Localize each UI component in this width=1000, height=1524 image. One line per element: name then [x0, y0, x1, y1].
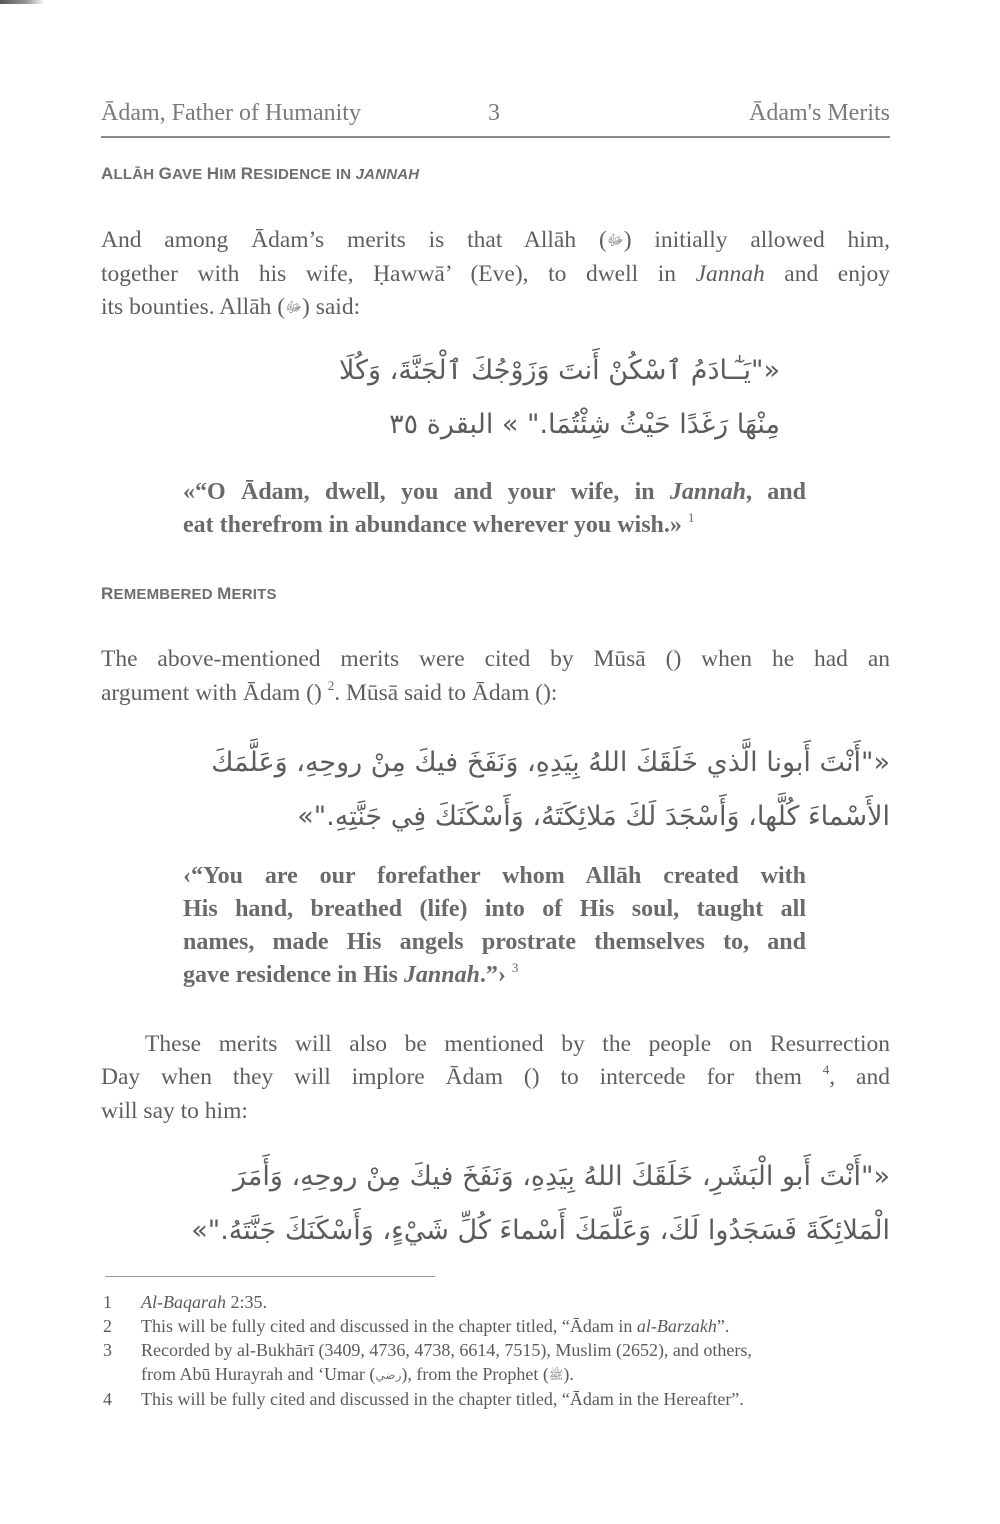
scan-edge-shadow: [0, 0, 45, 4]
heading-cap: R: [101, 584, 114, 603]
footnotes: [101, 1290, 890, 1411]
section-heading-residence: [101, 164, 419, 184]
heading-italic: JANNAH: [355, 166, 420, 183]
paragraph-line: [101, 258, 890, 291]
text: ), from the Prophet (: [401, 1364, 549, 1384]
book-title: Ādam, Father of Humanity: [101, 100, 361, 126]
heading-cap: A: [101, 164, 114, 183]
paragraph-line: will say to him:: [101, 1098, 248, 1124]
text: ) when he had an: [673, 646, 890, 672]
paragraph-line: [101, 643, 890, 677]
paragraph-musa-argument: [101, 643, 890, 711]
honorific-icon: ﷻ: [606, 233, 624, 249]
paragraph-residence: [101, 224, 890, 325]
text: , and: [745, 479, 806, 505]
paragraph-line: These merits will also be mentioned by the people on Resurrection: [145, 1031, 890, 1057]
text: .”›: [479, 962, 512, 988]
paragraph-resurrection-day: [101, 1028, 890, 1128]
text: «“O Ādam, dwell, you and your wife, in: [183, 479, 670, 505]
heading-text: ESIDENCE IN: [253, 166, 356, 183]
page-number: 3: [488, 100, 500, 126]
text: and enjoy: [764, 261, 891, 287]
translation-line: His hand, breathed (life) into of His soul, taught all: [183, 896, 806, 922]
paragraph-line: [101, 291, 890, 325]
text: , and: [829, 1064, 890, 1090]
footnote-text: [141, 1290, 890, 1314]
heading-text: AVE: [172, 166, 207, 183]
translation-hadith-musa: [183, 860, 806, 992]
heading-cap: H: [206, 164, 220, 183]
text: eat therefrom in abundance wherever you wish.»: [183, 512, 688, 538]
translation-line: [183, 959, 806, 992]
arabic-line: «"أَنْتَ أَبو الْبَشَرِ، خَلَقَكَ اللهُ بِيَدِهِ، وَنَفَخَ فيكَ مِنْ روحِهِ، وَأَمَرَ: [232, 1161, 890, 1192]
text: This will be fully cited and discussed in the chapter titled, “Ādam in: [141, 1316, 637, 1336]
text: ).: [563, 1364, 574, 1384]
footnote-ref[interactable]: 4: [822, 1062, 830, 1077]
text: ) initially allowed him,: [623, 227, 890, 253]
text: from Abū Hurayrah and ‘Umar (: [141, 1364, 376, 1384]
text: The above-mentioned merits were cited by Mūsā (: [101, 646, 674, 672]
chapter-title: Ādam's Merits: [749, 100, 890, 126]
section-heading-remembered-merits: [101, 584, 277, 604]
footnote-rule: [105, 1276, 435, 1277]
footnote-text: [141, 1362, 890, 1387]
text: together with his wife, Ḥawwā’ (Eve), to dwell in: [101, 261, 696, 287]
running-header: [101, 100, 890, 132]
translation-line: [183, 476, 806, 509]
header-rule: [101, 136, 890, 138]
footnote-text: Recorded by al-Bukhārī (3409, 4736, 4738, 6614, 7515), Muslim (2652), and others,: [141, 1340, 752, 1360]
translation-line: [183, 509, 806, 542]
arabic-line: مِنْهَا رَغَدًا حَيْثُ شِئْتُمَا." » البقرة ٣٥: [389, 409, 780, 440]
text: . Mūsā said to Ādam (: [334, 680, 544, 706]
text: ) said:: [302, 294, 361, 320]
italic-term: Jannah: [669, 479, 746, 505]
arabic-line: الْمَلائِكَةَ فَسَجَدُوا لَكَ، وَعَلَّمَكَ أَسْماءَ كُلِّ شَيْءٍ، وَأَسْكَنَكَ جَنَّتَهُ."»: [191, 1215, 890, 1246]
footnote-ref[interactable]: 2: [327, 678, 335, 693]
text: gave residence in His: [183, 962, 404, 988]
arabic-hadith-intercession: [191, 1150, 890, 1258]
paragraph-line: [101, 1061, 890, 1095]
heading-text: LLĀH: [113, 166, 159, 183]
footnote-text: This will be fully cited and discussed in the chapter titled, “Ādam in the Hereafter”.: [141, 1389, 744, 1409]
italic-term: al-Barzakh: [636, 1316, 717, 1336]
heading-text: EMEMBERED: [113, 586, 218, 603]
footnote-2: [101, 1314, 890, 1338]
footnote-number: 1: [103, 1292, 112, 1312]
footnote-text: [141, 1314, 890, 1338]
text: 2:35.: [226, 1292, 268, 1312]
translation-quran-verse: [183, 476, 806, 542]
text: ):: [543, 680, 558, 706]
text: argument with Ādam (: [101, 680, 314, 706]
arabic-hadith-musa: [211, 736, 890, 844]
footnote-number: 3: [103, 1340, 112, 1360]
text: And among Ādam’s merits is that Allāh (: [101, 227, 607, 253]
footnote-ref[interactable]: 1: [687, 510, 695, 525]
heading-text: ERITS: [231, 586, 277, 603]
text: ”.: [716, 1316, 730, 1336]
footnote-ref[interactable]: 3: [511, 960, 519, 975]
paragraph-line: [101, 677, 890, 711]
arabic-line: «"أَنْتَ أَبونا الَّذي خَلَقَكَ اللهُ بِيَدِهِ، وَنَفَخَ فيكَ مِنْ روحِهِ، وَعَلَّمَكَ: [211, 747, 890, 778]
heading-cap: G: [158, 164, 173, 183]
heading-cap: M: [217, 584, 232, 603]
translation-line: ‹“You are our forefather whom Allāh created with: [183, 863, 806, 889]
heading-text: IM: [219, 166, 241, 183]
honorific-icon: ﷻ: [285, 300, 303, 316]
translation-line: names, made His angels prostrate themselves to, and: [183, 929, 806, 955]
honorific-icon: ﷺ: [548, 1368, 564, 1382]
italic-term: Al-Baqarah: [141, 1292, 226, 1312]
italic-term: Jannah: [695, 261, 765, 287]
footnote-number: 2: [103, 1316, 112, 1336]
heading-cap: R: [240, 164, 254, 183]
footnote-1: [101, 1290, 890, 1314]
text: its bounties. Allāh (: [101, 294, 286, 320]
arabic-line: الأَسْماءَ كُلَّها، وَأَسْجَدَ لَكَ مَلائِكَتَهُ، وَأَسْكَنَكَ فِي جَنَّتِهِ."»: [297, 801, 890, 832]
italic-term: Jannah: [403, 962, 480, 988]
text: ): [313, 680, 328, 706]
arabic-line: «"يَـٰٓـادَمُ ٱسْكُنْ أَنتَ وَزَوْجُكَ ٱلْجَنَّةَ، وَكُلَا: [339, 355, 780, 386]
text: Day when they will implore Ādam (: [101, 1064, 532, 1090]
footnote-number: 4: [103, 1389, 112, 1409]
honorific-icon: رضي: [375, 1368, 402, 1382]
footnote-3: [101, 1338, 890, 1387]
arabic-quran-verse: [339, 344, 780, 452]
paragraph-line: [101, 224, 890, 258]
footnote-4: [101, 1387, 890, 1411]
text: ) to intercede for them: [531, 1064, 823, 1090]
